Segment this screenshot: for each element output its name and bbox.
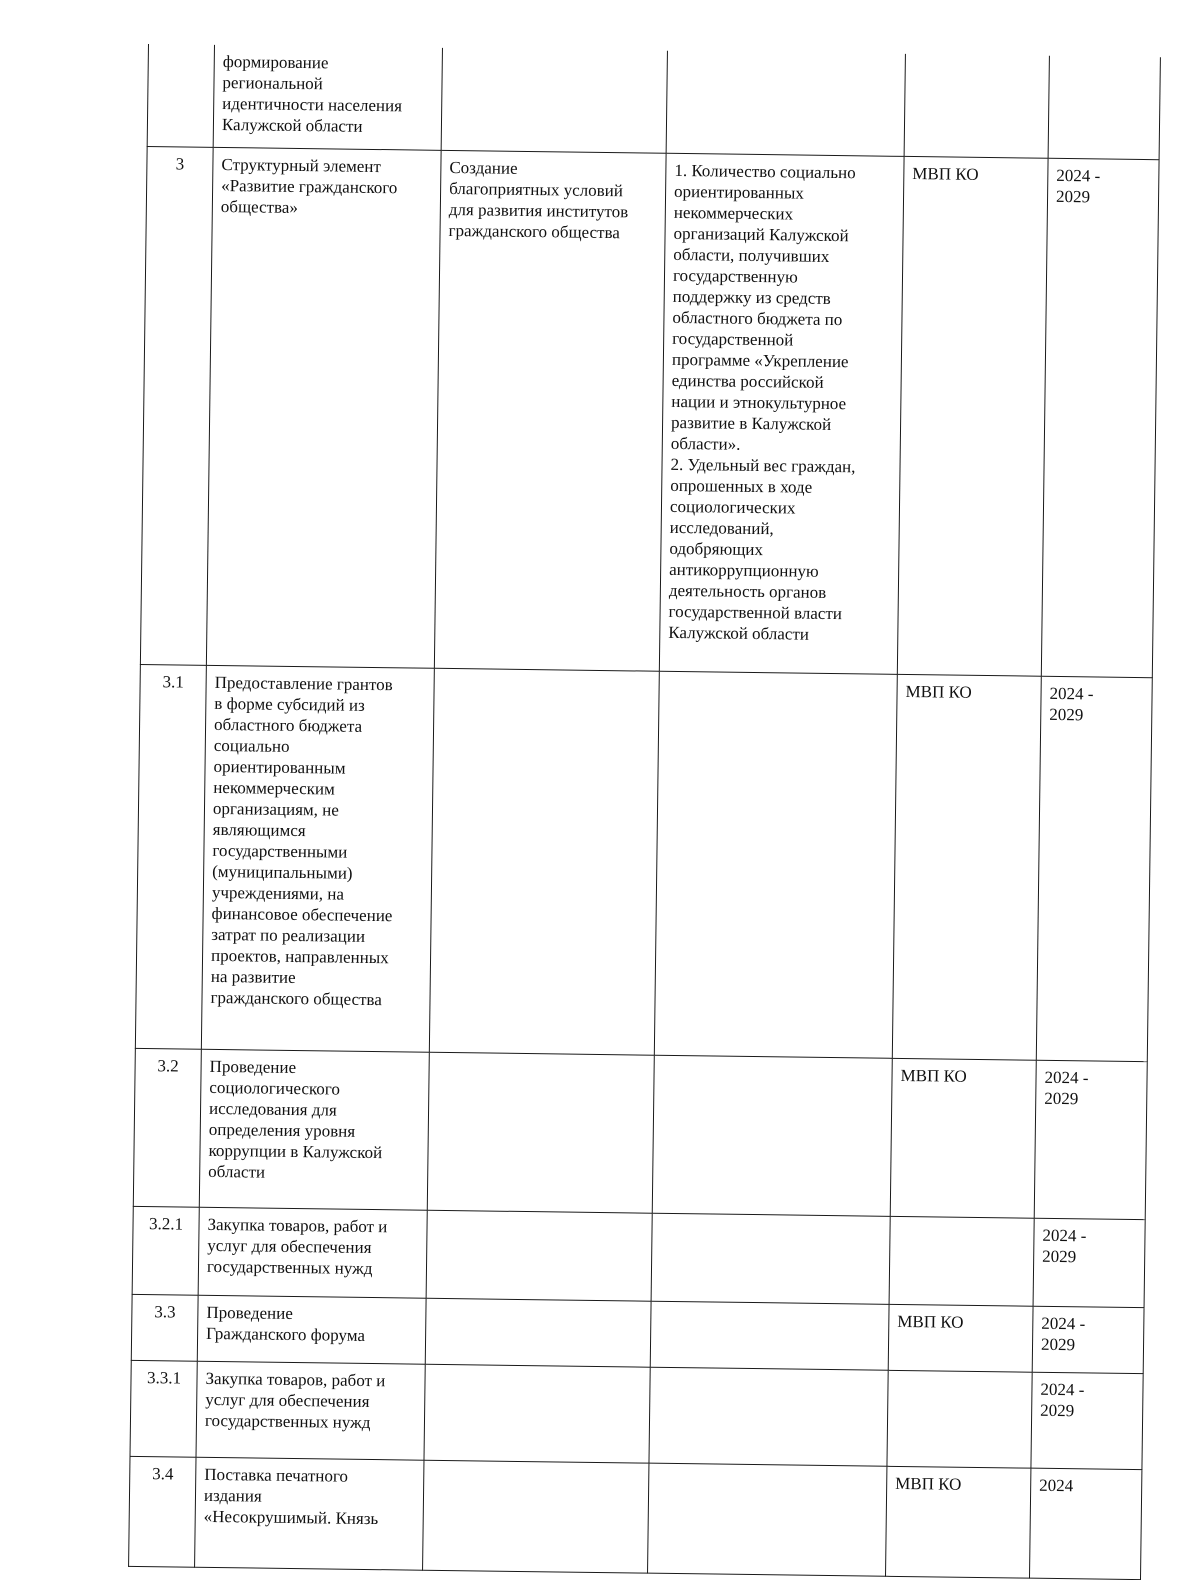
row-number: 3.1 <box>135 664 206 1049</box>
row-goal <box>427 1052 654 1213</box>
table-row <box>140 146 1159 677</box>
table-row <box>133 1048 1147 1219</box>
row-goal: Создание благоприятных условий для развития институтов гражданского общества <box>434 150 666 671</box>
row-indicators <box>648 1463 887 1576</box>
row-goal <box>441 48 667 153</box>
row-agency <box>889 1216 1034 1306</box>
row-indicators <box>650 1301 889 1370</box>
row-goal <box>425 1298 651 1367</box>
table-row <box>132 1206 1145 1307</box>
row-indicators <box>651 1213 890 1304</box>
row-name: Закупка товаров, работ и услуг для обеспечения государственных нужд <box>198 1207 427 1298</box>
row-name: формирование региональной идентичности населения Калужской области <box>213 45 442 150</box>
row-number: 3.2 <box>133 1048 201 1207</box>
row-agency <box>904 54 1049 158</box>
row-indicators <box>649 1367 888 1466</box>
row-period <box>1048 56 1160 159</box>
row-name: Проведение социологического исследования для определения уровня коррупции в Калужской области <box>199 1049 429 1210</box>
row-agency: МВП КО <box>892 674 1041 1060</box>
row-period: 2024 - 2029 <box>1032 1306 1144 1373</box>
row-indicators <box>652 1055 892 1216</box>
row-name: Поставка печатного издания «Несокрушимый. Князь <box>195 1457 424 1570</box>
row-goal <box>423 1460 649 1573</box>
row-period: 2024 - 2029 <box>1041 158 1159 677</box>
row-number: 3.3 <box>131 1294 198 1361</box>
row-agency: МВП КО <box>890 1058 1036 1218</box>
row-name: Закупка товаров, работ и услуг для обеспечения государственных нужд <box>196 1361 425 1460</box>
row-goal <box>426 1210 652 1301</box>
row-indicators <box>666 51 905 156</box>
row-name: Структурный элемент «Развитие гражданского общества» <box>206 147 441 668</box>
row-name: Проведение Гражданского форума <box>197 1295 426 1364</box>
row-period: 2024 - 2029 <box>1036 676 1152 1061</box>
row-period: 2024 - 2029 <box>1033 1218 1145 1307</box>
row-agency <box>887 1370 1032 1468</box>
table-row <box>135 664 1152 1061</box>
row-number: 3.2.1 <box>132 1206 199 1295</box>
row-number: 3.4 <box>129 1456 196 1567</box>
table-row <box>130 1360 1143 1469</box>
row-agency: МВП КО <box>897 156 1048 676</box>
row-agency: МВП КО <box>888 1304 1033 1372</box>
row-number: 3 <box>140 146 213 665</box>
row-number: 3.3.1 <box>130 1360 197 1457</box>
row-period: 2024 - 2029 <box>1031 1372 1143 1469</box>
table-row <box>147 44 1160 159</box>
row-number <box>147 44 214 147</box>
table-row <box>129 1456 1142 1579</box>
row-period: 2024 <box>1030 1468 1142 1579</box>
row-goal <box>429 668 659 1055</box>
row-goal <box>424 1364 650 1463</box>
row-indicators: 1. Количество социально ориентированных некоммерческих организаций Калужской области, получивших государственную поддержку из средств областного бюджета по государственной программе «Укрепление единства российской нации и этнокультурное развитие в Калужской области». 2. Удельный вес граждан, опрошенных в ходе социологических исследований, одобряющих антикоррупционную деятельность органов государственной власти Калужской области <box>659 153 904 674</box>
row-name: Предоставление грантов в форме субсидий из областного бюджета социально ориентированным некоммерческим организациям, не являющимся государственными (муниципальными) учреждениями, на финансовое обеспечение затрат по реализации проектов, направленных на развитие гражданского общества <box>201 665 434 1052</box>
program-table <box>128 44 1161 1580</box>
row-agency: МВП КО <box>886 1466 1031 1578</box>
row-period: 2024 - 2029 <box>1034 1060 1147 1219</box>
row-indicators <box>654 671 897 1058</box>
